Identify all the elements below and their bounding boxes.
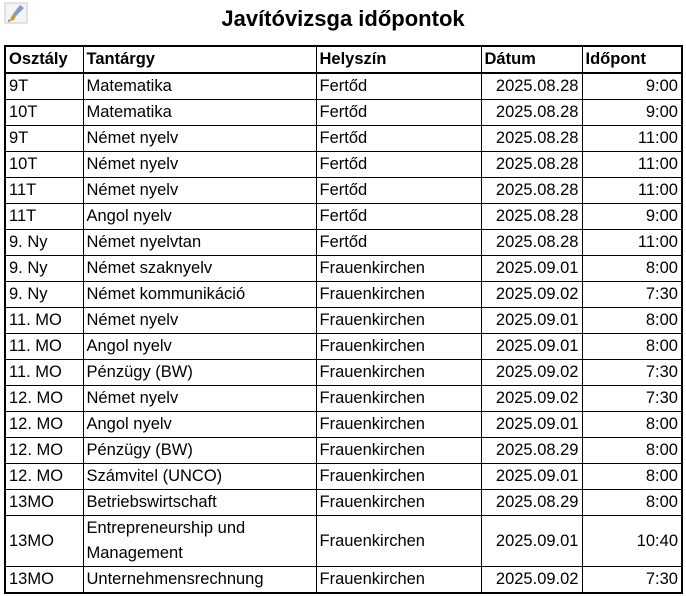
subject-cell: Német nyelv (83, 178, 316, 204)
location-cell: Frauenkirchen (316, 256, 481, 282)
time-cell: 9:00 (582, 204, 682, 230)
class-cell: 11T (5, 178, 83, 204)
table-row (5, 438, 682, 464)
table-row (5, 516, 682, 567)
subject-cell: Angol nyelv (83, 334, 316, 360)
location-cell: Frauenkirchen (316, 412, 481, 438)
table-row (5, 178, 682, 204)
date-cell: 2025.08.28 (481, 152, 582, 178)
exam-schedule-table (4, 45, 683, 594)
class-cell: 10T (5, 100, 83, 126)
subject-cell: Német kommunikáció (83, 282, 316, 308)
table-row (5, 256, 682, 282)
subject-cell: Matematika (83, 73, 316, 100)
location-cell: Fertőd (316, 100, 481, 126)
subject-cell: Pénzügy (BW) (83, 438, 316, 464)
location-cell: Frauenkirchen (316, 360, 481, 386)
subject-cell: Betriebswirtschaft (83, 490, 316, 516)
time-cell: 11:00 (582, 126, 682, 152)
subject-cell: Német nyelv (83, 126, 316, 152)
time-cell: 7:30 (582, 282, 682, 308)
table-row (5, 73, 682, 100)
location-cell: Frauenkirchen (316, 282, 481, 308)
date-cell: 2025.08.29 (481, 490, 582, 516)
table-row (5, 334, 682, 360)
location-cell: Fertőd (316, 230, 481, 256)
location-cell: Fertőd (316, 204, 481, 230)
date-cell: 2025.09.01 (481, 256, 582, 282)
class-cell: 9. Ny (5, 230, 83, 256)
column-header-time: Időpont (582, 46, 682, 73)
location-cell: Frauenkirchen (316, 308, 481, 334)
date-cell: 2025.09.01 (481, 334, 582, 360)
date-cell: 2025.08.28 (481, 100, 582, 126)
date-cell: 2025.09.01 (481, 516, 582, 567)
time-cell: 8:00 (582, 256, 682, 282)
column-header-date: Dátum (481, 46, 582, 73)
time-cell: 7:30 (582, 386, 682, 412)
subject-cell: Angol nyelv (83, 204, 316, 230)
date-cell: 2025.08.28 (481, 126, 582, 152)
class-cell: 13MO (5, 516, 83, 567)
table-row (5, 308, 682, 334)
class-cell: 10T (5, 152, 83, 178)
location-cell: Frauenkirchen (316, 490, 481, 516)
subject-cell: Entrepreneurship und Management (83, 516, 316, 567)
date-cell: 2025.09.02 (481, 567, 582, 594)
class-cell: 9. Ny (5, 256, 83, 282)
date-cell: 2025.09.02 (481, 282, 582, 308)
column-header-subject: Tantárgy (83, 46, 316, 73)
location-cell: Frauenkirchen (316, 567, 481, 594)
location-cell: Frauenkirchen (316, 516, 481, 567)
class-cell: 9T (5, 73, 83, 100)
subject-cell: Számvitel (UNCO) (83, 464, 316, 490)
class-cell: 13MO (5, 567, 83, 594)
time-cell: 11:00 (582, 152, 682, 178)
time-cell: 9:00 (582, 73, 682, 100)
table-row (5, 204, 682, 230)
table-row (5, 490, 682, 516)
class-cell: 13MO (5, 490, 83, 516)
class-cell: 11. MO (5, 334, 83, 360)
class-cell: 11. MO (5, 360, 83, 386)
subject-cell: Angol nyelv (83, 412, 316, 438)
date-cell: 2025.08.28 (481, 204, 582, 230)
table-row (5, 100, 682, 126)
date-cell: 2025.09.02 (481, 386, 582, 412)
date-cell: 2025.09.02 (481, 360, 582, 386)
date-cell: 2025.09.01 (481, 412, 582, 438)
subject-cell: Német nyelv (83, 152, 316, 178)
time-cell: 8:00 (582, 412, 682, 438)
class-cell: 11T (5, 204, 83, 230)
location-cell: Frauenkirchen (316, 386, 481, 412)
location-cell: Fertőd (316, 178, 481, 204)
location-cell: Frauenkirchen (316, 334, 481, 360)
subject-cell: Matematika (83, 100, 316, 126)
time-cell: 11:00 (582, 230, 682, 256)
subject-cell: Német nyelvtan (83, 230, 316, 256)
subject-cell: Unternehmensrechnung (83, 567, 316, 594)
class-cell: 12. MO (5, 386, 83, 412)
class-cell: 12. MO (5, 412, 83, 438)
subject-cell: Német szaknyelv (83, 256, 316, 282)
time-cell: 11:00 (582, 178, 682, 204)
table-row (5, 567, 682, 594)
table-row (5, 360, 682, 386)
time-cell: 7:30 (582, 360, 682, 386)
header-row (5, 46, 682, 73)
subject-cell: Pénzügy (BW) (83, 360, 316, 386)
date-cell: 2025.08.28 (481, 178, 582, 204)
table-row (5, 230, 682, 256)
column-header-location: Helyszín (316, 46, 481, 73)
date-cell: 2025.09.01 (481, 308, 582, 334)
class-cell: 9. Ny (5, 282, 83, 308)
class-cell: 11. MO (5, 308, 83, 334)
date-cell: 2025.08.28 (481, 73, 582, 100)
page-title: Javítóvizsga időpontok (221, 6, 465, 31)
location-cell: Fertőd (316, 126, 481, 152)
table-row (5, 282, 682, 308)
table-row (5, 386, 682, 412)
time-cell: 8:00 (582, 308, 682, 334)
time-cell: 7:30 (582, 567, 682, 594)
subject-cell: Német nyelv (83, 308, 316, 334)
table-row (5, 464, 682, 490)
class-cell: 12. MO (5, 464, 83, 490)
time-cell: 9:00 (582, 100, 682, 126)
time-cell: 8:00 (582, 334, 682, 360)
time-cell: 8:00 (582, 438, 682, 464)
time-cell: 10:40 (582, 516, 682, 567)
location-cell: Fertőd (316, 152, 481, 178)
table-row (5, 152, 682, 178)
date-cell: 2025.08.28 (481, 230, 582, 256)
class-cell: 12. MO (5, 438, 83, 464)
date-cell: 2025.08.29 (481, 438, 582, 464)
time-cell: 8:00 (582, 464, 682, 490)
column-header-class: Osztály (5, 46, 83, 73)
location-cell: Frauenkirchen (316, 464, 481, 490)
subject-cell: Német nyelv (83, 386, 316, 412)
table-row (5, 126, 682, 152)
location-cell: Fertőd (316, 73, 481, 100)
table-row (5, 412, 682, 438)
class-cell: 9T (5, 126, 83, 152)
location-cell: Frauenkirchen (316, 438, 481, 464)
time-cell: 8:00 (582, 490, 682, 516)
date-cell: 2025.09.01 (481, 464, 582, 490)
